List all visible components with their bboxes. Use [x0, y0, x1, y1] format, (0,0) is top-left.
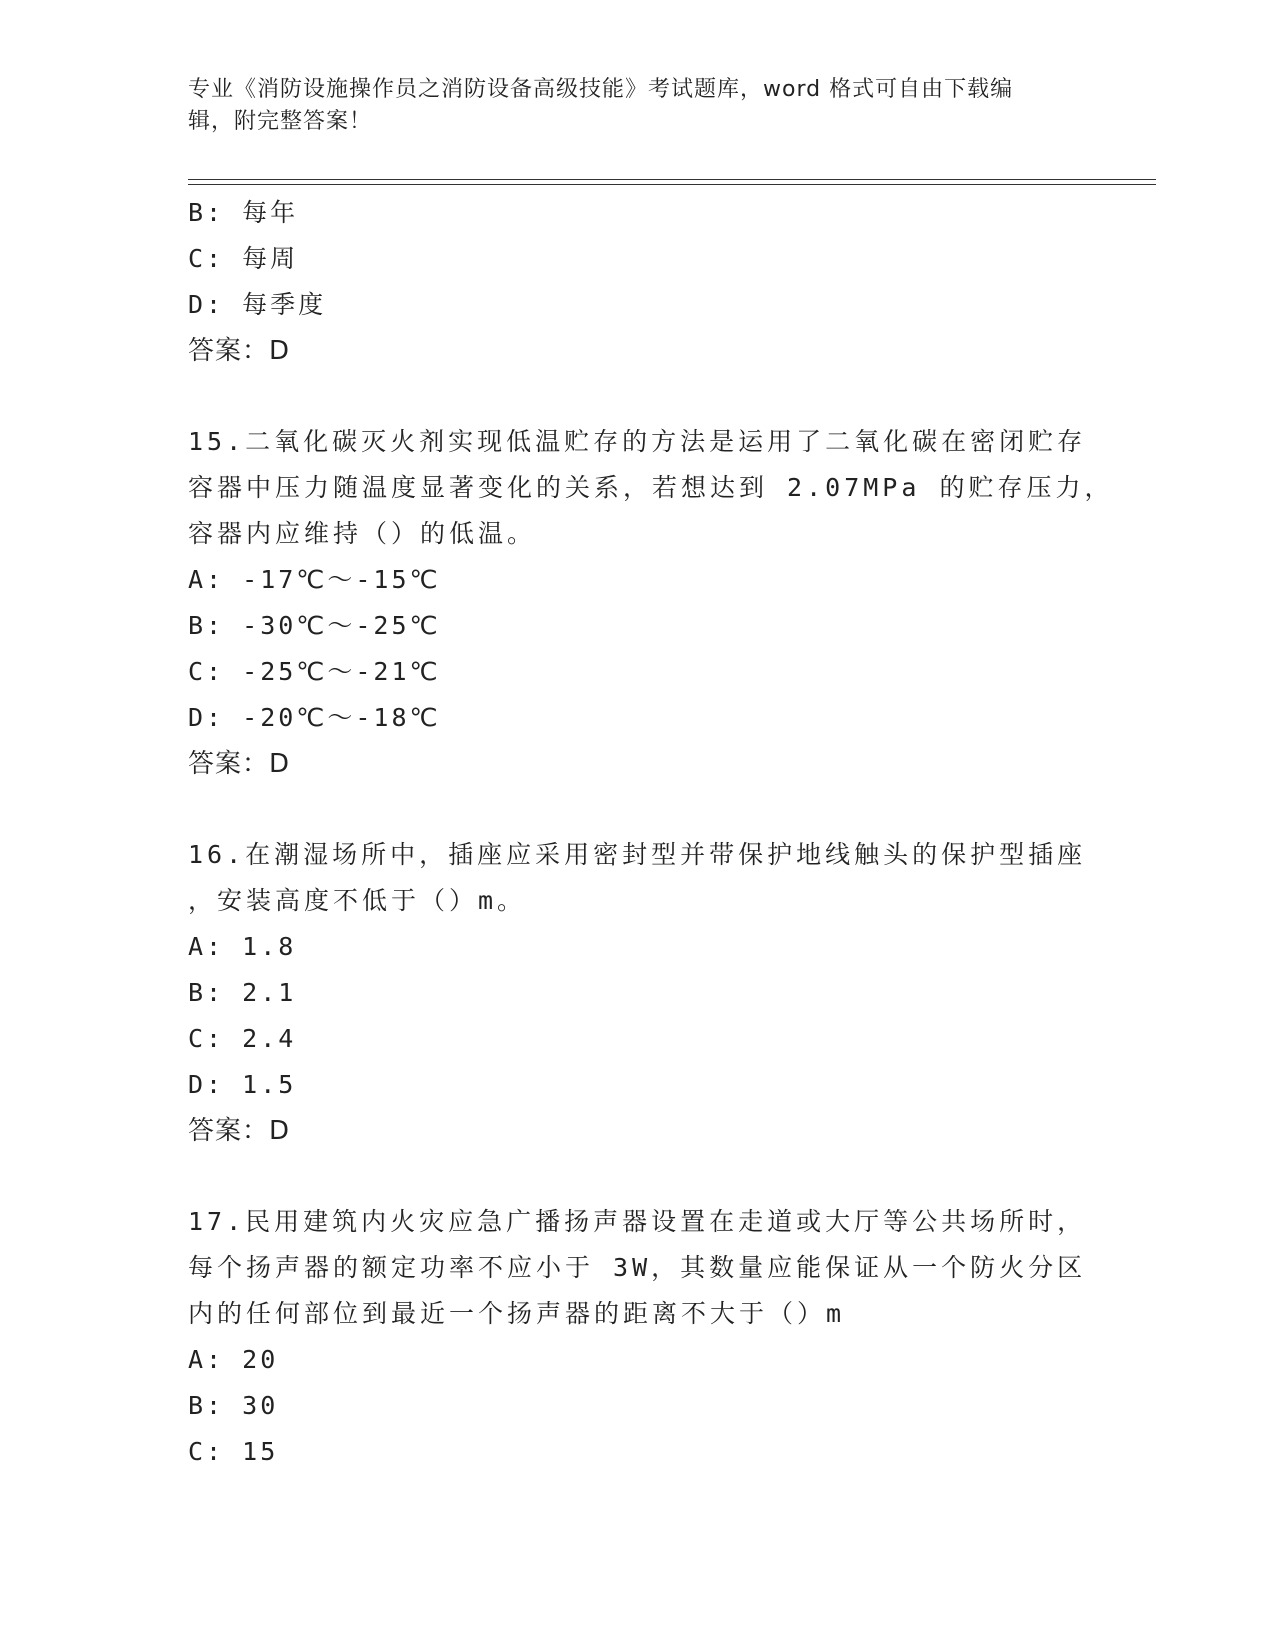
question-stem-line: 每个扬声器的额定功率不应小于 3W，其数量应能保证从一个防火分区 [188, 1253, 1087, 1282]
answer: 答案：D [188, 336, 291, 366]
option-b: B: -30℃～-25℃ [188, 611, 441, 640]
header-line-1: 专业《消防设施操作员之消防设备高级技能》考试题库，word 格式可自由下载编 [188, 77, 1014, 102]
option-c: C: 2.4 [188, 1024, 297, 1053]
question-stem-line: 容器中压力随温度显著变化的关系，若想达到 2.07MPa 的贮存压力， [188, 473, 1114, 502]
header-line-2: 辑，附完整答案！ [188, 109, 373, 134]
question-stem-line: ，安装高度不低于（）m。 [188, 886, 527, 915]
option-d: D: 1.5 [188, 1070, 297, 1099]
question-stem-line: 内的任何部位到最近一个扬声器的距离不大于（）m [188, 1299, 846, 1328]
question-14-tail [188, 190, 1088, 374]
question-15 [188, 419, 1114, 787]
option-c: C: 15 [188, 1437, 279, 1466]
option-b: B: 2.1 [188, 978, 297, 1007]
answer: 答案：D [188, 1116, 291, 1146]
document-header [188, 74, 1088, 138]
option-a: A: 20 [188, 1345, 279, 1374]
question-stem-line: 容器内应维持（）的低温。 [188, 519, 537, 548]
option-a: A: 1.8 [188, 932, 297, 961]
option-d: D: 每季度 [188, 290, 327, 319]
option-d: D: -20℃～-18℃ [188, 703, 441, 732]
question-17 [188, 1199, 1088, 1475]
option-c: C: -25℃～-21℃ [188, 657, 441, 686]
option-a: A: -17℃～-15℃ [188, 565, 441, 594]
option-b: B: 30 [188, 1391, 279, 1420]
question-stem-line: 17.民用建筑内火灾应急广播扬声器设置在走道或大厅等公共场所时， [188, 1207, 1087, 1236]
option-c: C: 每周 [188, 244, 299, 273]
question-stem-line: 15.二氧化碳灭火剂实现低温贮存的方法是运用了二氧化碳在密闭贮存 [188, 427, 1087, 456]
option-b: B: 每年 [188, 198, 299, 227]
question-16 [188, 832, 1088, 1154]
answer: 答案：D [188, 749, 291, 779]
question-content [188, 190, 1114, 1475]
question-stem-line: 16.在潮湿场所中，插座应采用密封型并带保护地线触头的保护型插座 [188, 840, 1087, 869]
header-divider [188, 179, 1156, 185]
